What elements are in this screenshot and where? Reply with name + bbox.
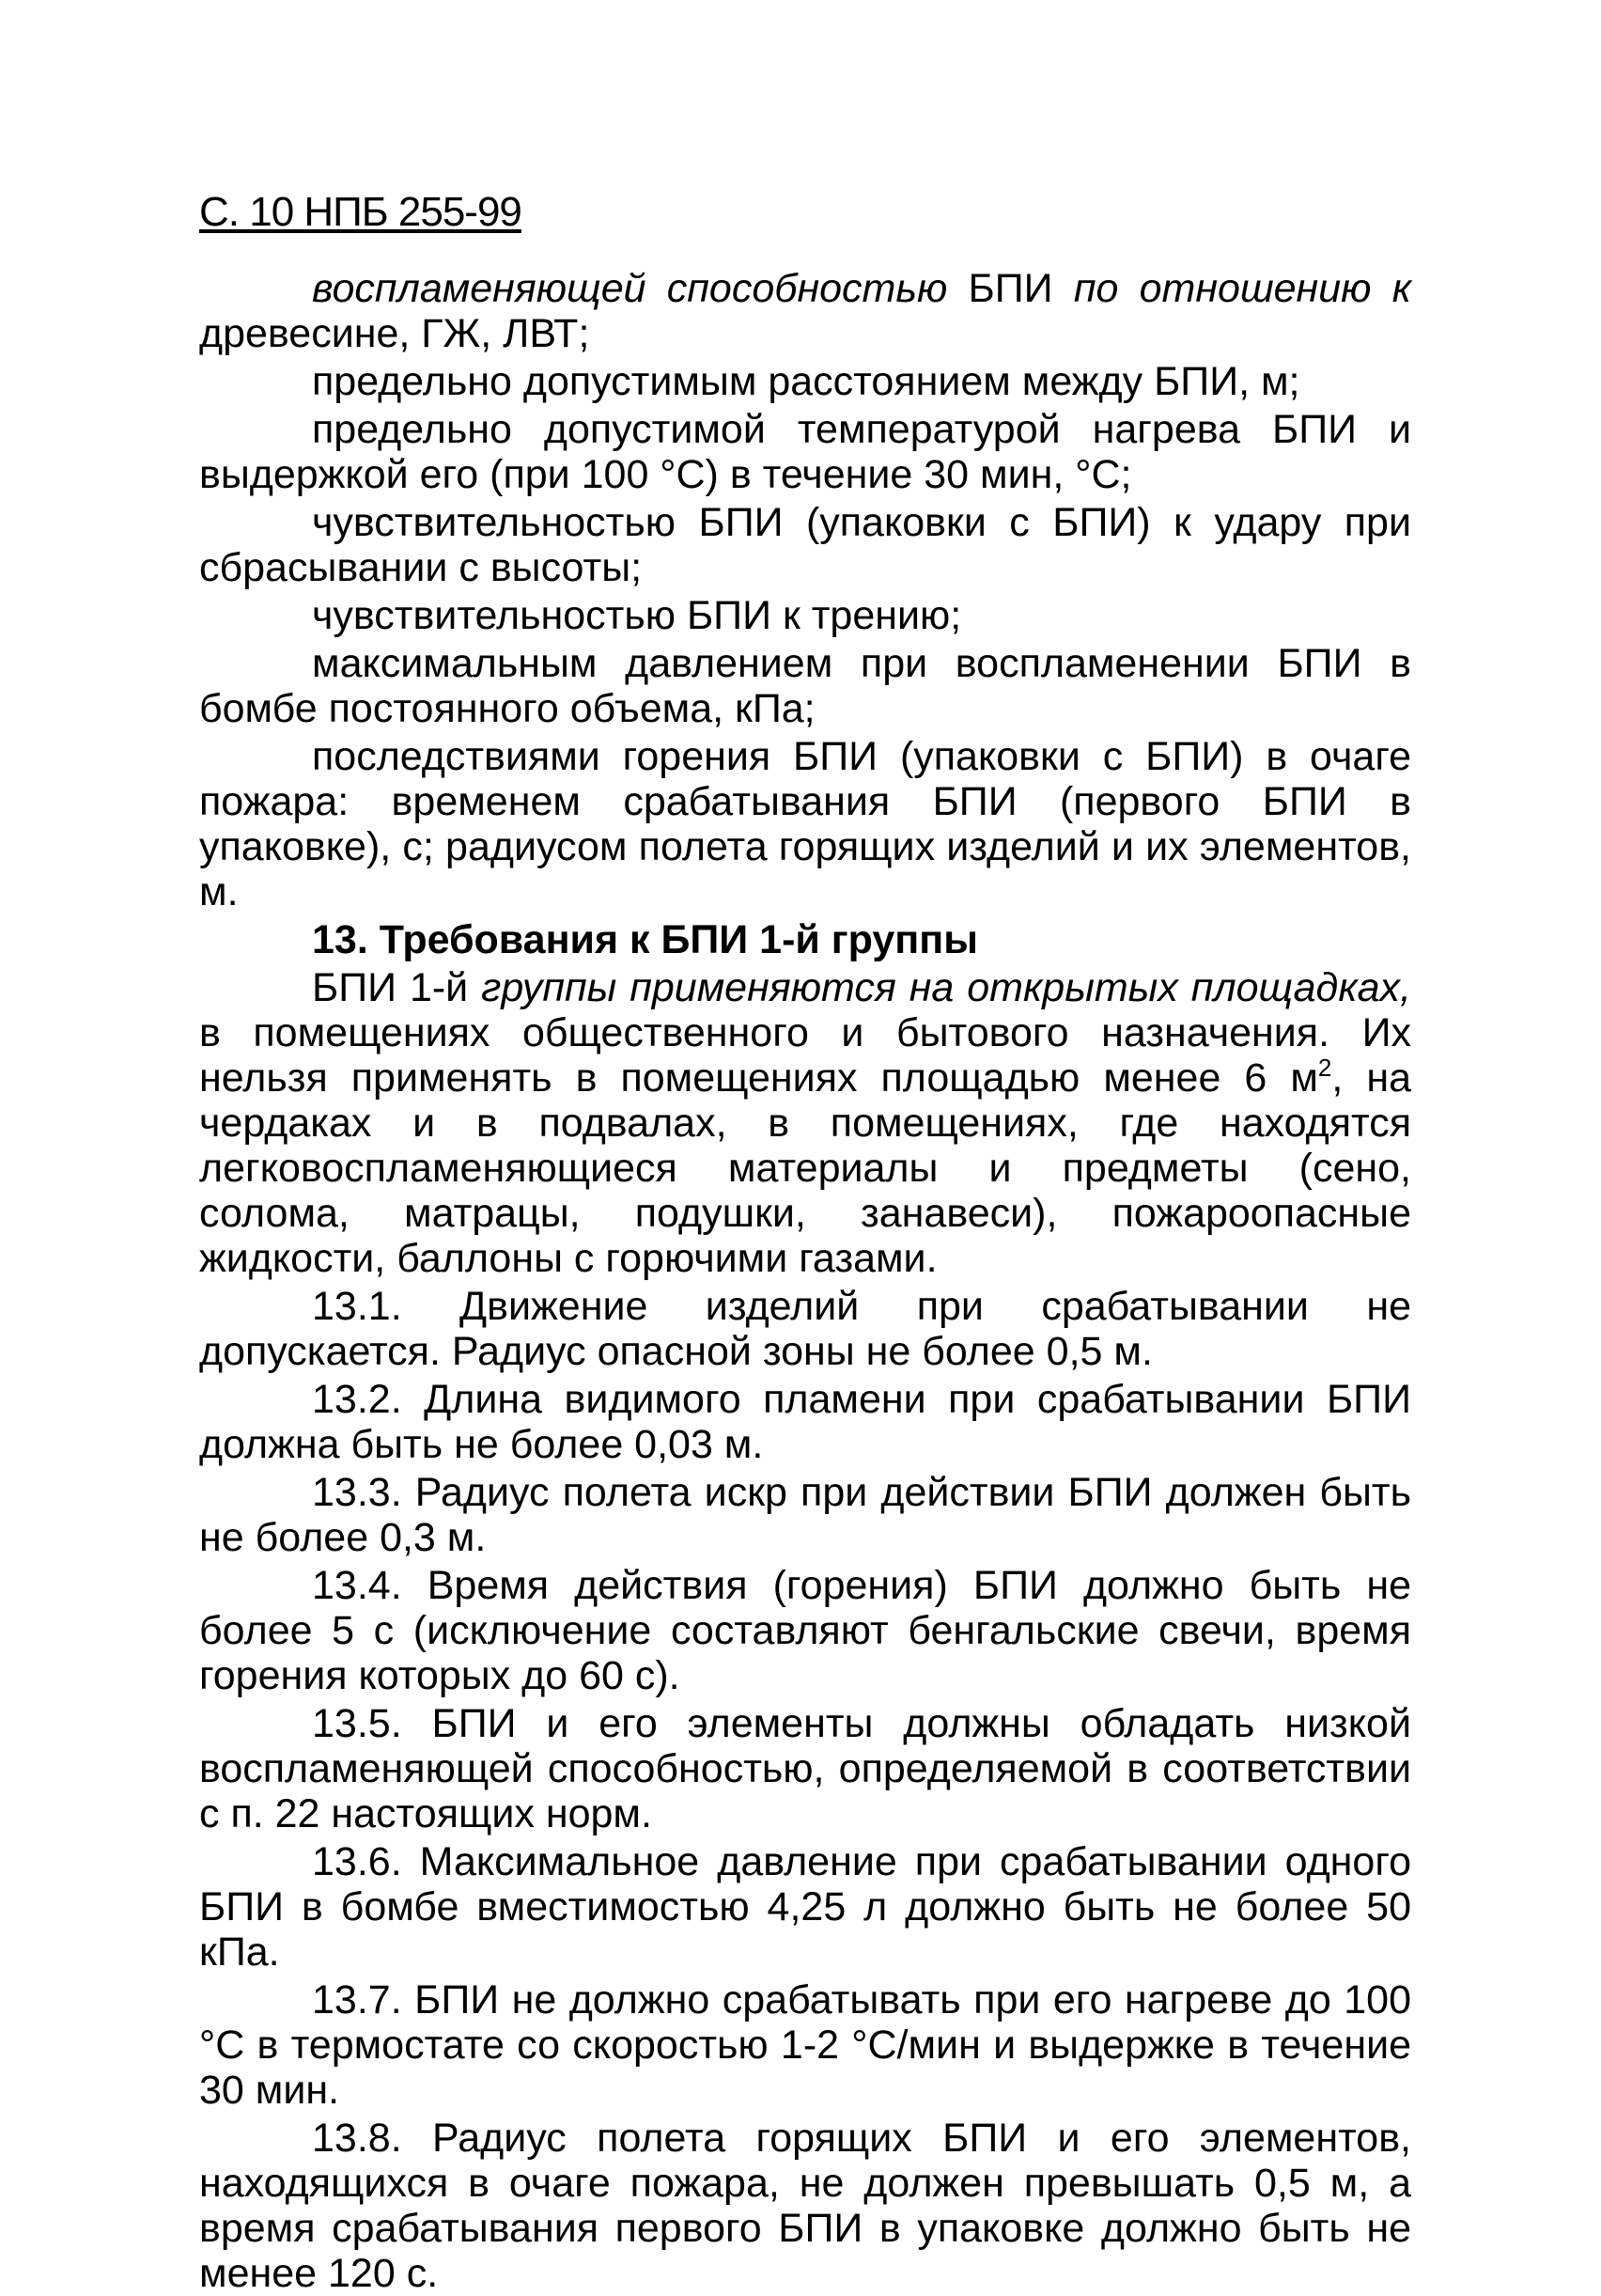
plain-text: , на чердаках и в подвалах, в помещениях, где находятся легковоспламеняющиеся материалы и предметы (сено, солома, матрацы, подушки, занавеси), пожароопасные жидкости, баллоны с горючими газами. xyxy=(199,1055,1411,1281)
italic-text: воспламеняющей способностью xyxy=(312,266,948,311)
list-item-impact: чувствительностью БПИ (упаковки с БПИ) к удару при сбрасывании с высоты; xyxy=(199,500,1411,590)
plain-text: БПИ 1-й xyxy=(312,965,482,1010)
requirement-13-7: 13.7. БПИ не должно срабатывать при его нагреве до 100 °С в термостате со скоростью 1-2 °С/мин и выдержке в течение 30 мин. xyxy=(199,1977,1411,2113)
page-header: С. 10 НПБ 255-99 xyxy=(199,189,521,235)
requirement-13-2: 13.2. Длина видимого пламени при срабатывании БПИ должна быть не более 0,03 м. xyxy=(199,1377,1411,1467)
requirement-13-1: 13.1. Движение изделий при срабатывании не допускается. Радиус опасной зоны не более 0,5 м. xyxy=(199,1284,1411,1374)
plain-text: древесине, ГЖ, ЛВТ; xyxy=(199,311,590,356)
list-item-fire-consequences: последствиями горения БПИ (упаковки с БПИ) в очаге пожара: временем срабатывания БПИ (первого БПИ в упаковке), с; радиусом полета горящих изделий и их элементов, м. xyxy=(199,734,1411,914)
list-item-temperature: предельно допустимой температурой нагрева БПИ и выдержкой его (при 100 °С) в течение 30 мин, °С; xyxy=(199,407,1411,497)
requirement-13-6: 13.6. Максимальное давление при срабатывании одного БПИ в бомбе вместимостью 4,25 л должно быть не более 50 кПа. xyxy=(199,1839,1411,1975)
requirement-13-3: 13.3. Радиус полета искр при действии БПИ должен быть не более 0,3 м. xyxy=(199,1470,1411,1560)
requirement-13-8: 13.8. Радиус полета горящих БПИ и его элементов, находящихся в очаге пожара, не должен превышать 0,5 м, а время срабатывания первого БПИ в упаковке должно быть не менее 120 с. xyxy=(199,2116,1411,2296)
italic-text: группы применяются на открытых площадках, xyxy=(481,965,1411,1010)
document-body xyxy=(199,266,1411,2296)
list-item-distance: предельно допустимым расстоянием между БПИ, м; xyxy=(312,359,1300,404)
italic-text: по отношению к xyxy=(1073,266,1411,311)
list-item-ignition-ability xyxy=(199,266,1411,356)
plain-text: БПИ xyxy=(947,266,1074,311)
section-heading: 13. Требования к БПИ 1-й группы xyxy=(312,917,978,962)
list-item-friction: чувствительностью БПИ к трению; xyxy=(312,593,962,638)
requirement-13-5: 13.5. БПИ и его элементы должны обладать низкой воспламеняющей способностью, определяемой в соответствии с п. 22 настоящих норм. xyxy=(199,1701,1411,1836)
requirement-13-4: 13.4. Время действия (горения) БПИ должно быть не более 5 с (исключение составляют бенгальские свечи, время горения которых до 60 с). xyxy=(199,1563,1411,1698)
plain-text: в помещениях общественного и бытового назначения. Их нельзя применять в помещениях площадью менее 6 м xyxy=(199,1010,1411,1101)
list-item-pressure: максимальным давлением при воспламенении БПИ в бомбе постоянного объема, кПа; xyxy=(199,641,1411,731)
section-intro xyxy=(199,965,1411,1281)
superscript: 2 xyxy=(1317,1054,1332,1082)
